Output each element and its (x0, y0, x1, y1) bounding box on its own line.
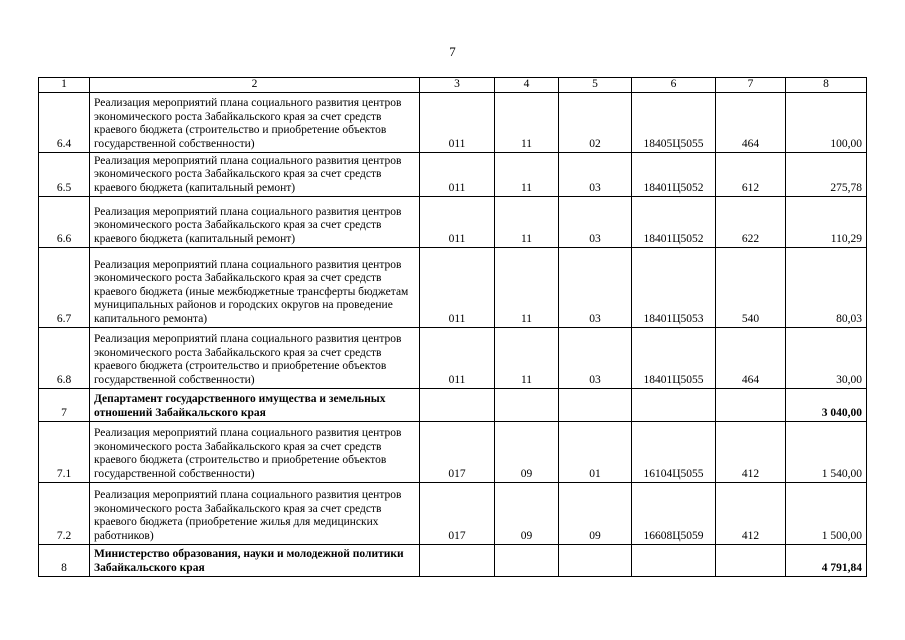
code-ministry: 017 (420, 421, 495, 482)
code-expense-type: 412 (716, 421, 786, 482)
department-row (39, 388, 867, 421)
code-section: 09 (495, 482, 559, 544)
code-target-article: 16104Ц5055 (632, 421, 716, 482)
row-description: Реализация мероприятий плана социального развития центров экономического роста Забайкальского края за счет средств краевого бюджета (приобретение жилья для медицинских работников) (90, 482, 420, 544)
department-name: Департамент государственного имущества и земельных отношений Забайкальского края (90, 388, 420, 421)
column-header: 5 (559, 78, 632, 93)
column-header: 1 (39, 78, 90, 93)
code-ministry: 011 (420, 152, 495, 196)
table-row (39, 482, 867, 544)
code-section: 11 (495, 196, 559, 247)
row-description: Реализация мероприятий плана социального развития центров экономического роста Забайкальского края за счет средств краевого бюджета (строительство и приобретение объектов государственной собственности) (90, 92, 420, 152)
table-row (39, 421, 867, 482)
code-target-article: 18401Ц5052 (632, 152, 716, 196)
row-number: 8 (39, 544, 90, 576)
code-ministry (420, 544, 495, 576)
code-expense-type: 412 (716, 482, 786, 544)
amount: 1 540,00 (786, 421, 867, 482)
code-ministry: 011 (420, 327, 495, 388)
code-target-article: 18401Ц5055 (632, 327, 716, 388)
table-row (39, 327, 867, 388)
amount: 100,00 (786, 92, 867, 152)
code-expense-type: 464 (716, 92, 786, 152)
amount: 275,78 (786, 152, 867, 196)
code-expense-type: 464 (716, 327, 786, 388)
table-row (39, 152, 867, 196)
code-ministry: 011 (420, 92, 495, 152)
column-header: 8 (786, 78, 867, 93)
page-number: 7 (449, 44, 456, 59)
column-header: 4 (495, 78, 559, 93)
code-subsection (559, 388, 632, 421)
amount: 30,00 (786, 327, 867, 388)
column-number-row (39, 78, 867, 93)
amount: 80,03 (786, 247, 867, 327)
code-subsection: 03 (559, 247, 632, 327)
code-target-article (632, 544, 716, 576)
row-description: Реализация мероприятий плана социального развития центров экономического роста Забайкальского края за счет средств краевого бюджета (иные межбюджетные трансферты бюджетам муниципальных районов и городских округов на проведение капитального ремонта) (90, 247, 420, 327)
row-number: 6.8 (39, 327, 90, 388)
row-number: 6.4 (39, 92, 90, 152)
code-subsection: 09 (559, 482, 632, 544)
column-header: 3 (420, 78, 495, 93)
code-subsection: 03 (559, 196, 632, 247)
department-row (39, 544, 867, 576)
code-subsection: 01 (559, 421, 632, 482)
code-expense-type: 622 (716, 196, 786, 247)
code-ministry (420, 388, 495, 421)
code-section: 11 (495, 152, 559, 196)
code-expense-type: 612 (716, 152, 786, 196)
code-section (495, 544, 559, 576)
code-subsection (559, 544, 632, 576)
code-ministry: 011 (420, 196, 495, 247)
amount: 1 500,00 (786, 482, 867, 544)
table-row (39, 196, 867, 247)
code-ministry: 011 (420, 247, 495, 327)
row-number: 7 (39, 388, 90, 421)
code-ministry: 017 (420, 482, 495, 544)
code-section: 11 (495, 92, 559, 152)
department-total: 3 040,00 (786, 388, 867, 421)
amount: 110,29 (786, 196, 867, 247)
row-description: Реализация мероприятий плана социального развития центров экономического роста Забайкальского края за счет средств краевого бюджета (капитальный ремонт) (90, 152, 420, 196)
code-target-article: 18401Ц5052 (632, 196, 716, 247)
row-number: 6.6 (39, 196, 90, 247)
row-description: Реализация мероприятий плана социального развития центров экономического роста Забайкальского края за счет средств краевого бюджета (строительство и приобретение объектов государственной собственности) (90, 421, 420, 482)
column-header: 2 (90, 78, 420, 93)
code-expense-type (716, 388, 786, 421)
code-target-article: 18405Ц5055 (632, 92, 716, 152)
code-target-article: 18401Ц5053 (632, 247, 716, 327)
column-header: 6 (632, 78, 716, 93)
row-number: 7.2 (39, 482, 90, 544)
code-target-article (632, 388, 716, 421)
table-row (39, 92, 867, 152)
code-subsection: 03 (559, 327, 632, 388)
code-section: 09 (495, 421, 559, 482)
code-subsection: 03 (559, 152, 632, 196)
code-expense-type: 540 (716, 247, 786, 327)
table-row (39, 247, 867, 327)
code-section: 11 (495, 247, 559, 327)
code-section (495, 388, 559, 421)
row-number: 6.7 (39, 247, 90, 327)
row-description: Реализация мероприятий плана социального развития центров экономического роста Забайкальского края за счет средств краевого бюджета (капитальный ремонт) (90, 196, 420, 247)
row-number: 6.5 (39, 152, 90, 196)
code-section: 11 (495, 327, 559, 388)
department-name: Министерство образования, науки и молодежной политики Забайкальского края (90, 544, 420, 576)
code-target-article: 16608Ц5059 (632, 482, 716, 544)
department-total: 4 791,84 (786, 544, 867, 576)
column-header: 7 (716, 78, 786, 93)
budget-table (38, 77, 867, 577)
code-expense-type (716, 544, 786, 576)
row-number: 7.1 (39, 421, 90, 482)
row-description: Реализация мероприятий плана социального развития центров экономического роста Забайкальского края за счет средств краевого бюджета (строительство и приобретение объектов государственной собственности) (90, 327, 420, 388)
code-subsection: 02 (559, 92, 632, 152)
